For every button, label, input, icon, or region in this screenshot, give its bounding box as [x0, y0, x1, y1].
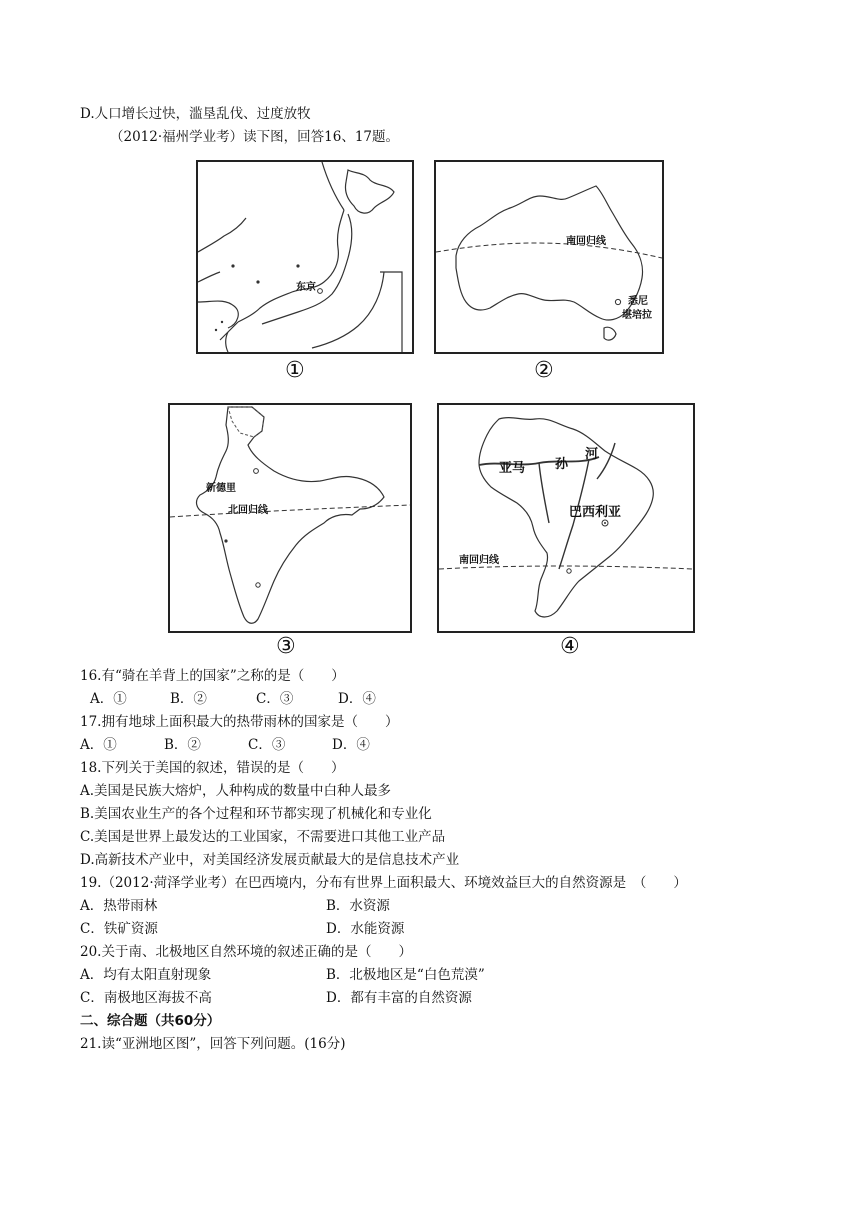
q19-option-a: A．热带雨林: [80, 898, 158, 914]
q17-option-c: C．③: [248, 737, 286, 753]
q21-stem: 21.读“亚洲地区图”，回答下列问题。(16分): [80, 1036, 346, 1052]
q20-option-c: C．南极地区海拔不高: [80, 990, 212, 1006]
q17-option-d: D．④: [332, 737, 370, 753]
q19-option-b: B．水资源: [326, 898, 390, 914]
map-australia: [434, 160, 664, 354]
label-amazon-1: 亚马: [499, 461, 526, 476]
map-india: [168, 403, 412, 633]
q18-option-b: B.美国农业生产的各个过程和环节都实现了机械化和专业化: [80, 806, 432, 822]
q17-option-b: B．②: [164, 737, 201, 753]
q20-option-d: D．都有丰富的自然资源: [326, 990, 472, 1006]
q19-option-d: D．水能资源: [326, 921, 405, 937]
q16-stem: 16.有“骑在羊背上的国家”之称的是（ ）: [80, 668, 345, 684]
map-japan: [196, 160, 414, 354]
q17-option-a: A．①: [80, 737, 117, 753]
question-intro: （2012·福州学业考）读下图，回答16、17题。: [110, 129, 400, 145]
q16-option-b: B．②: [170, 691, 207, 707]
label-tropic-cancer: 北回归线: [228, 505, 268, 516]
map-number-3: ③: [276, 634, 296, 659]
label-sydney: 悉尼: [628, 296, 648, 307]
label-brasilia: 巴西利亚: [569, 505, 622, 520]
map-number-4: ④: [560, 634, 580, 659]
q20-option-a: A．均有太阳直射现象: [80, 967, 212, 983]
q16-option-a: A．①: [90, 691, 127, 707]
map-number-1: ①: [285, 358, 305, 383]
q18-option-c: C.美国是世界上最发达的工业国家，不需要进口其他工业产品: [80, 829, 446, 845]
india-outline: [170, 405, 410, 631]
map-number-2: ②: [534, 358, 554, 383]
label-tropic-capricorn: 南回归线: [566, 236, 606, 247]
brazil-outline: [439, 405, 693, 631]
q20-stem: 20.关于南、北极地区自然环境的叙述正确的是（ ）: [80, 944, 412, 960]
q18-option-a: A.美国是民族大熔炉，人种构成的数量中白种人最多: [80, 783, 392, 799]
australia-outline: [436, 162, 662, 352]
q19-option-c: C．铁矿资源: [80, 921, 158, 937]
q19-stem: 19.（2012·菏泽学业考）在巴西境内，分布有世界上面积最大、环境效益巨大的自然资源是 （ ）: [80, 875, 687, 891]
q18-stem: 18.下列关于美国的叙述，错误的是（ ）: [80, 760, 345, 776]
section-2-title: 二、综合题（共60分）: [80, 1013, 221, 1029]
label-tokyo: 东京: [296, 282, 316, 293]
q16-option-c: C．③: [256, 691, 294, 707]
label-canberra: 堪培拉: [622, 310, 652, 321]
q20-option-b: B．北极地区是“白色荒漠”: [326, 967, 485, 983]
label-tropic-capricorn-brazil: 南回归线: [459, 555, 499, 566]
previous-option-d: D.人口增长过快，滥垦乱伐、过度放牧: [80, 106, 311, 122]
q17-stem: 17.拥有地球上面积最大的热带雨林的国家是（ ）: [80, 714, 399, 730]
label-amazon-2: 孙: [555, 457, 569, 472]
q16-option-d: D．④: [338, 691, 376, 707]
label-new-delhi: 新德里: [206, 483, 236, 494]
label-amazon-3: 河: [585, 447, 599, 462]
japan-outline: [198, 162, 412, 352]
q18-option-d: D.高新技术产业中，对美国经济发展贡献最大的是信息技术产业: [80, 852, 460, 868]
map-brazil: [437, 403, 695, 633]
